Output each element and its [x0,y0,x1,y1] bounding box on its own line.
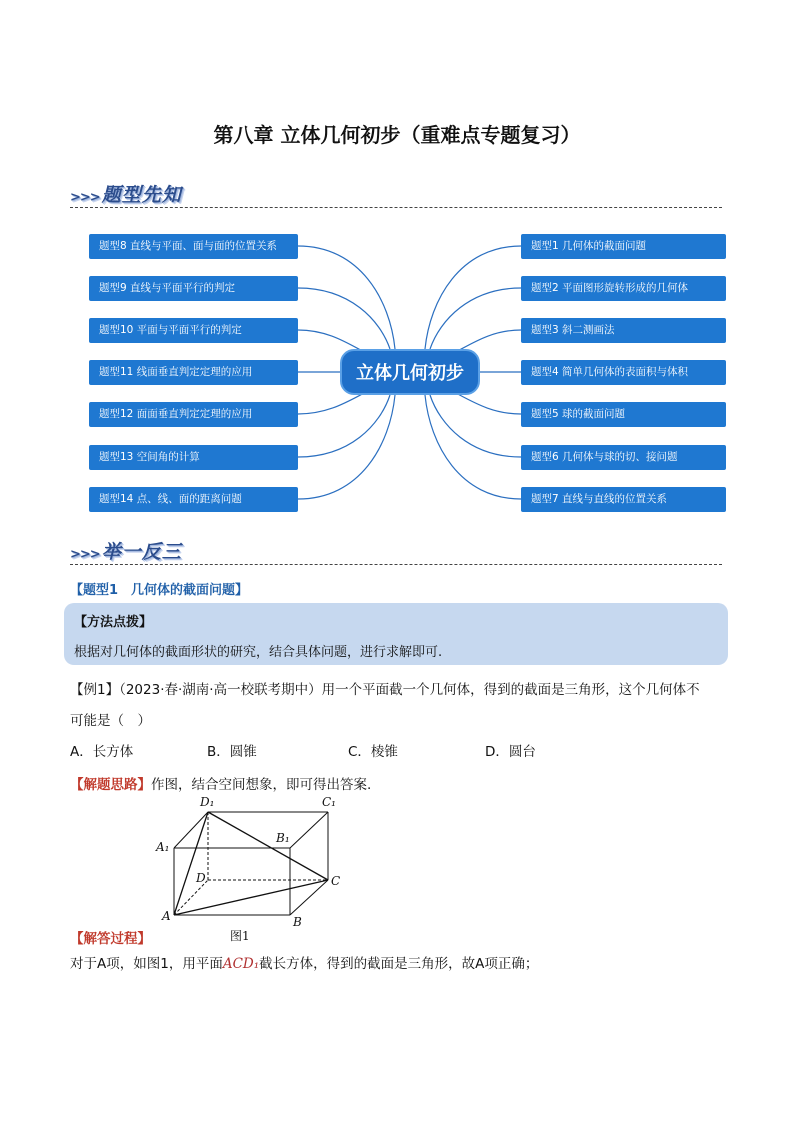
topic-box-11: 题型11 线面垂直判定定理的应用 [89,360,298,385]
process-pre: 对于A项，如图1，用平面 [70,956,223,972]
process-label: 【解答过程】 [70,931,151,947]
connector-left-2 [298,288,390,349]
topic-box-6: 题型6 几何体与球的切、接问题 [521,445,726,470]
topic-box-9: 题型9 直线与平面平行的判定 [89,276,298,301]
example-line-2: 可能是（ ） [70,713,151,729]
topic-box-3: 题型3 斜二测画法 [521,318,726,343]
topic-box-5: 题型5 球的截面问题 [521,402,726,427]
cuboid-figure [150,790,360,950]
connector-right-2 [430,288,521,349]
label-c: C [331,874,341,888]
method-text: 根据对几何体的截面形状的研究，结合具体问题，进行求解即可. [74,645,443,660]
connector-left-1 [298,246,395,349]
label-b: B [293,915,302,929]
choice-a: A．长方体 [70,744,134,760]
method-heading: 【方法点拨】 [74,615,153,630]
choice-b: B．圆锥 [207,744,257,760]
process-post: 截长方体，得到的截面是三角形，故A项正确； [259,956,539,972]
connector-right-7 [425,395,521,499]
topic-heading: 【题型1 几何体的截面问题】 [70,583,249,598]
section-label: 举一反三 [101,541,182,563]
topic-box-12: 题型12 面面垂直判定定理的应用 [89,402,298,427]
connector-left-6 [298,395,390,457]
choice-c: C．棱锥 [348,744,398,760]
topic-box-8: 题型8 直线与平面、面与面的位置关系 [89,234,298,259]
process-math: ACD₁ [222,956,260,972]
label-a: A [162,909,171,923]
figure-caption: 图1 [230,929,250,943]
section-divider [70,564,722,565]
method-panel [64,603,728,665]
solution-idea-label: 【解题思路】 [70,777,151,793]
solution-process-text [70,952,538,972]
topic-box-7: 题型7 直线与直线的位置关系 [521,487,726,512]
section-header-practice [70,537,182,564]
section-label: 题型先知 [101,184,182,206]
label-c1: C₁ [322,795,336,809]
topic-box-1: 题型1 几何体的截面问题 [521,234,726,259]
label-b1: B₁ [276,831,290,845]
mindmap-center: 立体几何初步 [340,349,480,395]
solution-idea-text: 作图，结合空间想象，即可得出答案. [151,777,372,793]
label-d1: D₁ [200,795,215,809]
section-arrows: >>> [70,190,100,205]
solution-process-label [70,927,151,947]
connector-right-6 [430,395,521,457]
topic-box-2: 题型2 平面图形旋转形成的几何体 [521,276,726,301]
connector-right-1 [425,246,521,349]
label-a1: A₁ [156,840,170,854]
connector-left-7 [298,395,395,499]
topic-box-4: 题型4 简单几何体的表面积与体积 [521,360,726,385]
section-arrows: >>> [70,547,100,562]
label-d: D [196,871,206,885]
topic-box-10: 题型10 平面与平面平行的判定 [89,318,298,343]
topic-box-13: 题型13 空间角的计算 [89,445,298,470]
example-line-1: 【例1】（2023·春·湖南·高一校联考期中）用一个平面截一个几何体，得到的截面是三角形，这个几何体不 [70,682,700,698]
choice-d: D．圆台 [485,744,536,760]
topic-box-14: 题型14 点、线、面的距离问题 [89,487,298,512]
document-title: 第八章 立体几何初步（重难点专题复习） [213,123,581,147]
